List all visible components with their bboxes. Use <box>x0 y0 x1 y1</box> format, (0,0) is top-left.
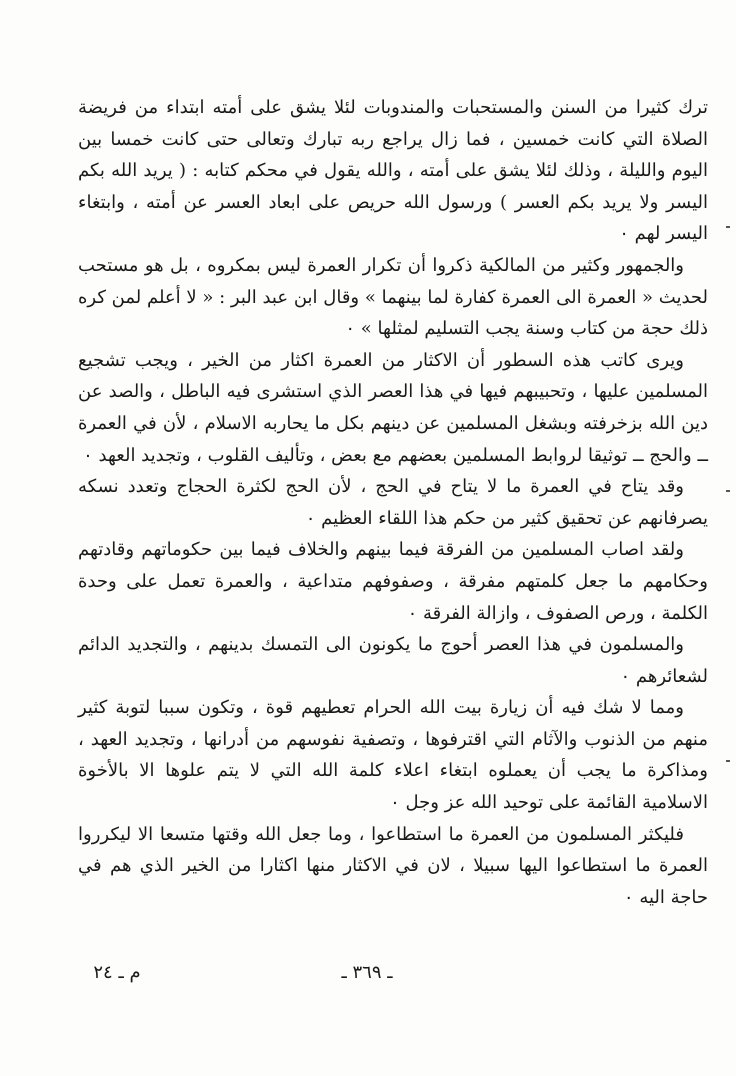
paragraph-7: ومما لا شك فيه أن زيارة بيت الله الحرام تعطيهم قوة ، وتكون سببا لتوبة كثير منهم من الذنوب والآثام التي اقترفوها ، وتصفية نفوسهم من أدرانها ، وتجديد العهد ، ومذاكرة ما يجب أن يعملوه ابتغاء اعلاء كلمة الله التي لا يتم علوها الا بالأخوة الاسلامية القائمة على توحيد الله عز وجل ٠ <box>78 697 708 814</box>
margin-tick <box>726 760 730 762</box>
paragraph-8: فليكثر المسلمون من العمرة ما استطاعوا ، وما جعل الله وقتها متسعا الا ليكرروا العمرة ما استطاعوا اليها سبيلا ، لان في الاكثار منها اكثارا من الخير الذي هم في حاجة اليه ٠ <box>78 823 708 908</box>
paragraph-6: والمسلمون في هذا العصر أحوج ما يكونون الى التمسك بدينهم ، والتجديد الدائم لشعائرهم ٠ <box>78 634 708 687</box>
paragraph-1: ترك كثيرا من السنن والمستحبات والمندوبات لئلا يشق على أمته ابتداء من فريضة الصلاة التي كانت خمسين ، فما زال يراجع ربه تبارك وتعالى حتى كانت خمسا بين اليوم والليلة ، وذلك لئلا يشق على أمته ، والله يقول في محكم كتابه : ( يريد الله بكم اليسر ولا يريد بكم العسر ) ورسول الله حريص على ابعاد العسر عن أمته ، وابتغاء اليسر لهم ٠ <box>78 97 708 245</box>
paragraph-4: وقد يتاح في العمرة ما لا يتاح في الحج ، لأن الحج لكثرة الحجاج وتعدد نسكه يصرفانهم عن تحقيق كثير من حكم هذا اللقاء العظيم ٠ <box>78 476 708 529</box>
paragraph-2: والجمهور وكثير من المالكية ذكروا أن تكرار العمرة ليس بمكروه ، بل هو مستحب لحديث « العمرة الى العمرة كفارة لما بينهما » وقال ابن عبد البر : « لا أعلم لمن كره ذلك حجة من كتاب وسنة يجب التسليم لمثلها » ٠ <box>78 254 708 340</box>
page-number: ـ ٣٦٩ ـ <box>341 962 393 983</box>
body-text <box>78 92 708 913</box>
paragraph-3: ويرى كاتب هذه السطور أن الاكثار من العمرة اكثار من الخير ، ويجب تشجيع المسلمين عليها ، وتحبيبهم فيها في هذا العصر الذي استشرى فيه الباطل ، والصد عن دين الله بزخرفته وبشغل المسلمين عن دينهم بكل ما يحاربه الاسلام ، لأن في العمرة ــ والحج ــ توثيقا لروابط المسلمين بعضهم مع بعض ، وتأليف القلوب ، وتجديد العهد ٠ <box>78 349 709 466</box>
signature-mark: م ـ ٢٤ <box>93 962 141 983</box>
paragraph-5: ولقد اصاب المسلمين من الفرقة فيما بينهم والخلاف فيما بين حكوماتهم وقادتهم وحكامهم ما جعل كلمتهم مفرقة ، وصفوفهم متداعية ، والعمرة تعمل على وحدة الكلمة ، ورص الصفوف ، وازالة الفرقة ٠ <box>78 539 708 624</box>
page-footer <box>0 962 736 992</box>
margin-tick <box>726 490 730 492</box>
margin-tick <box>726 226 730 228</box>
